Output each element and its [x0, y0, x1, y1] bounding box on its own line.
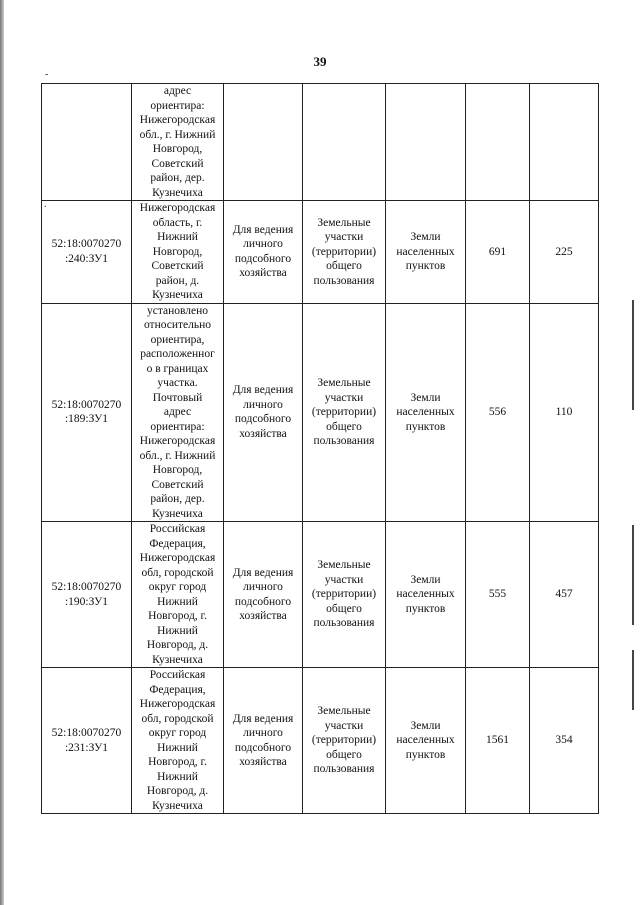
scan-right-mark	[632, 300, 634, 410]
land-category-cell: Земли населенных пунктов	[386, 201, 466, 304]
location-cell: Нижегородская область, г. Нижний Новгород, Советский район, д. Кузнечиха	[132, 201, 224, 304]
scan-speck: .	[44, 199, 47, 210]
page-number: 39	[313, 54, 327, 69]
purpose-cell: Земельные участки (территории) общего пользования	[303, 522, 386, 668]
land-category-cell: Земли населенных пунктов	[386, 668, 466, 814]
area-cell: 691	[466, 201, 530, 304]
land-category-cell: Земли населенных пунктов	[386, 522, 466, 668]
table-row	[42, 668, 599, 814]
cadastral-number-cell: 52:18:0070270 :231:ЗУ1	[42, 668, 132, 814]
permitted-use-cell	[224, 84, 303, 201]
value-cell: 225	[530, 201, 599, 304]
permitted-use-cell: Для ведения личного подсобного хозяйства	[224, 522, 303, 668]
cadastral-number-cell: 52:18:0070270 :189:ЗУ1	[42, 303, 132, 522]
value-cell	[530, 84, 599, 201]
purpose-cell: Земельные участки (территории) общего пользования	[303, 668, 386, 814]
table-row	[42, 522, 599, 668]
cadastral-number-cell: 52:18:0070270 :190:ЗУ1	[42, 522, 132, 668]
value-cell: 457	[530, 522, 599, 668]
table-row	[42, 201, 599, 304]
scan-right-mark	[632, 650, 634, 710]
permitted-use-cell: Для ведения личного подсобного хозяйства	[224, 201, 303, 304]
land-category-cell: Земли населенных пунктов	[386, 303, 466, 522]
table-row	[42, 84, 599, 201]
location-cell: установлено относительно ориентира, расположенног о в границах участка. Почтовый адрес ориентира: Нижегородская обл., г. Нижний Новгород, Советский район, дер. Кузнечиха	[132, 303, 224, 522]
area-cell: 556	[466, 303, 530, 522]
scan-right-mark	[632, 525, 634, 625]
area-cell	[466, 84, 530, 201]
location-cell: Российская Федерация, Нижегородская обл, городской округ город Нижний Новгород, г. Нижний Новгород, д. Кузнечиха	[132, 668, 224, 814]
land-plots-table	[41, 83, 599, 814]
area-cell: 555	[466, 522, 530, 668]
location-cell: Российская Федерация, Нижегородская обл, городской округ город Нижний Новгород, г. Нижний Новгород, д. Кузнечиха	[132, 522, 224, 668]
land-category-cell	[386, 84, 466, 201]
value-cell: 354	[530, 668, 599, 814]
purpose-cell: Земельные участки (территории) общего пользования	[303, 303, 386, 522]
cadastral-number-cell: 52:18:0070270 :240:ЗУ1	[42, 201, 132, 304]
area-cell: 1561	[466, 668, 530, 814]
permitted-use-cell: Для ведения личного подсобного хозяйства	[224, 668, 303, 814]
permitted-use-cell: Для ведения личного подсобного хозяйства	[224, 303, 303, 522]
cadastral-number-cell	[42, 84, 132, 201]
value-cell: 110	[530, 303, 599, 522]
table-row	[42, 303, 599, 522]
scan-left-edge	[0, 0, 4, 905]
scan-speck: -	[45, 69, 49, 80]
location-cell: адрес ориентира: Нижегородская обл., г. Нижний Новгород, Советский район, дер. Кузнечиха	[132, 84, 224, 201]
purpose-cell: Земельные участки (территории) общего пользования	[303, 201, 386, 304]
purpose-cell	[303, 84, 386, 201]
